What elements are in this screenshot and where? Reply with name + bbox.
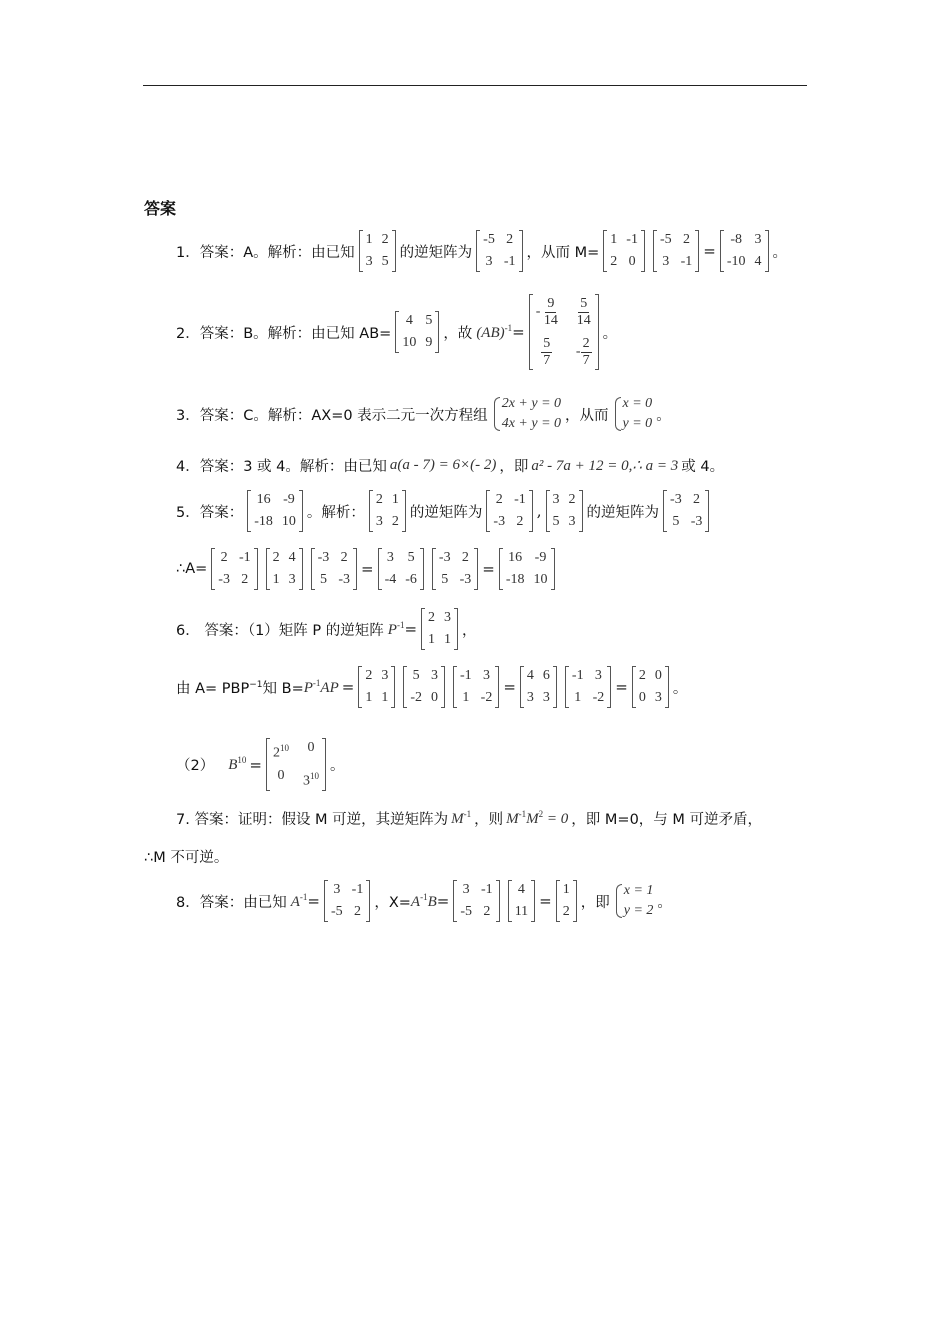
matrix-cell: -9 [283, 492, 295, 507]
matrix-cell: 3 [430, 668, 438, 683]
matrix [663, 490, 709, 532]
header-rule [143, 85, 807, 86]
matrix-cell: 5 [412, 668, 420, 683]
matrix-cell: -1 [481, 882, 493, 897]
matrix-cell: 3 [662, 254, 670, 269]
matrix-cell: 1 [444, 632, 452, 647]
matrix-cell: 1 [365, 690, 373, 705]
matrix [358, 666, 395, 708]
matrix-cell: -3 [690, 514, 703, 529]
matrix-cell: -18 [505, 572, 525, 587]
matrix-cell: -1 [503, 254, 516, 269]
matrix [266, 548, 303, 590]
matrix-cell: -6 [405, 572, 417, 587]
matrix-cell: -9 [534, 550, 547, 565]
matrix-cell: 2 [220, 550, 228, 565]
matrix-cell: 3 [288, 572, 296, 587]
matrix [565, 666, 611, 708]
matrix [453, 666, 499, 708]
matrix-cell: 16 [508, 550, 523, 565]
matrix-cell: 2 [381, 232, 389, 247]
matrix-cell: 2 [516, 514, 524, 529]
matrix-cell: -8 [730, 232, 743, 247]
matrix-cell: 2 [693, 492, 701, 507]
matrix-cell: 2 [353, 904, 361, 919]
matrix [546, 490, 583, 532]
matrix [476, 230, 522, 272]
matrix-cell: 3 [386, 550, 394, 565]
matrix-cell: -5 [659, 232, 672, 247]
matrix-cell: 2 [241, 572, 249, 587]
matrix-cell: 1 [562, 882, 570, 897]
matrix-cell: 5 [381, 254, 389, 269]
matrix-cell: 2 [562, 904, 570, 919]
matrix-cell: 5 [407, 550, 415, 565]
matrix [556, 880, 577, 922]
matrix [653, 230, 699, 272]
matrix-cell: 2 [483, 904, 491, 919]
matrix-cell: 3 [365, 254, 373, 269]
matrix-cell: 1 [391, 492, 399, 507]
matrix-cell: -3 [338, 572, 350, 587]
matrix-cell: -5 [330, 904, 343, 919]
answer-5-calc: ∴A= 2 -1 -3 2 2 4 1 3 -3 2 5 -3 = 3 5 -4 -6 -3 2 5 -3 = 16 -9 -18 10 [176, 548, 559, 590]
matrix-cell: 3 [485, 254, 493, 269]
equation-system: x = 1 y = 2 [614, 883, 654, 919]
matrix-cell: -2 [592, 690, 605, 705]
matrix [369, 490, 406, 532]
matrix-cell: -1 [459, 668, 472, 683]
matrix [247, 490, 303, 532]
matrix-cell: 16 [256, 492, 271, 507]
matrix [211, 548, 257, 590]
matrix [720, 230, 769, 272]
matrix-cell: 10 [402, 335, 417, 350]
matrix [603, 230, 645, 272]
matrix [324, 880, 370, 922]
matrix-cell: 3 [375, 514, 383, 529]
matrix-cell: 0 [430, 690, 438, 705]
matrix-cell: 2 [506, 232, 514, 247]
matrix-cell: 0 [628, 254, 636, 269]
matrix-cell: -3 [317, 550, 330, 565]
answer-7-conclusion: ∴M 不可逆。 [144, 850, 229, 866]
page-heading: 答案 [144, 199, 177, 218]
matrix-cell: 1 [381, 690, 389, 705]
matrix [499, 548, 555, 590]
matrix-cell: -4 [384, 572, 397, 587]
matrix [359, 230, 396, 272]
matrix-cell: 1 [272, 572, 280, 587]
matrix [432, 548, 478, 590]
matrix [311, 548, 357, 590]
matrix-cell: 1 [574, 690, 582, 705]
matrix-cell: 3 [482, 668, 490, 683]
matrix-cell: 2 [391, 514, 399, 529]
matrix-cell: -1 [626, 232, 638, 247]
matrix-cell: 4 [405, 313, 413, 328]
matrix-cell: 1 [462, 690, 470, 705]
matrix-cell: -5 [483, 232, 495, 247]
matrix-cell: 2 [682, 232, 690, 247]
matrix-cell: 3 [552, 492, 560, 507]
answer-8: 8．答案：由已知 $A^{-1}$ = 3 -1 -5 2 ，X= $A^{-1}B$ = 3 -1 -5 2 4 11 = 1 2 ，即 x = 1 y = 2 。 [176, 880, 672, 922]
matrix-cell: 9 [425, 335, 433, 350]
matrix-cell: -10 [726, 254, 746, 269]
matrix-cell: -1 [680, 254, 693, 269]
matrix-cell: 2 [461, 550, 469, 565]
answer-6-part2: （2） $B^{10}$ = $2^{10}$ 0 0 $3^{10}$ 。 [176, 738, 344, 791]
matrix-cell: 3 [542, 690, 550, 705]
matrix-cell: 2 [610, 254, 618, 269]
matrix-cell: 1 [365, 232, 373, 247]
matrix [520, 666, 557, 708]
matrix-cell: -3 [459, 572, 472, 587]
matrix [403, 666, 445, 708]
answer-4: 4．答案：3 或 4。解析：由已知 a(a - 7) = 6×(- 2) ，即 a² - 7a + 12 = 0,∴ a = 3 或 4。 [176, 457, 725, 475]
matrix-cell: 11 [514, 904, 529, 919]
answer-6-calc: 由 $A= PBP^{-1}$ 知 B= $P^{-1}AP$ = 2 3 1 1 5 3 -2 0 -1 3 1 -2 = 4 6 3 3 -1 3 1 -2 = 2 0 0 3 。 [176, 666, 687, 708]
matrix-cell: -3 [493, 514, 506, 529]
matrix-cell: 0 [638, 690, 646, 705]
matrix-cell: 10 [533, 572, 548, 587]
matrix-cell: 3 [444, 610, 452, 625]
matrix-cell: -2 [410, 690, 422, 705]
answer-6: 6． 答案：（1）矩阵 P 的逆矩阵 $P^{-1}$ = 2 3 1 1 ， [176, 608, 477, 650]
matrix-cell: 1 [428, 632, 436, 647]
matrix [453, 880, 499, 922]
matrix-cell: -1 [351, 882, 364, 897]
matrix-cell: 5 [319, 572, 327, 587]
matrix-cell: 4 [754, 254, 762, 269]
matrix-cell: 3 [754, 232, 762, 247]
matrix-cell: 4 [288, 550, 296, 565]
matrix-cell: 3 [654, 690, 662, 705]
matrix-cell: -3 [670, 492, 682, 507]
answer-2: 2．答案：B。解析：由已知 AB= 4 5 10 9 ，故 (AB)$^{-1}$ = - $\frac{9}{14}$ $\frac{5}{14}$ $\frac{5}{7}$ - $\frac{2}{7}$ 。 [176, 295, 618, 368]
equation-system: 2x + y = 0 4x + y = 0 [492, 396, 561, 432]
matrix-cell: 2 [272, 550, 280, 565]
answer-7: 7. 答案：证明：假设 M 可逆，其逆矩阵为 $M^{-1}$ ，则 $M^{-1}M^2 = 0$ ，即 M=0，与 M 可逆矛盾， [176, 809, 763, 828]
matrix [421, 608, 458, 650]
matrix-cell: 3 [594, 668, 602, 683]
matrix-cell: 5 [552, 514, 560, 529]
matrix-cell: 2 [568, 492, 576, 507]
matrix-cell: 3 [333, 882, 341, 897]
matrix-cell: 3 [462, 882, 470, 897]
matrix-cell: 2 [495, 492, 503, 507]
matrix-cell: 2 [375, 492, 383, 507]
matrix-cell: -3 [438, 550, 451, 565]
matrix-cell: 6 [542, 668, 550, 683]
fraction-matrix: - $\frac{9}{14}$ $\frac{5}{14}$ $\frac{5}{7}$ - $\frac{2}{7}$ [529, 294, 599, 370]
matrix-cell: 2 [365, 668, 373, 683]
matrix-cell: -1 [571, 668, 584, 683]
matrix-cell: -18 [254, 514, 273, 529]
matrix-cell: -3 [218, 572, 230, 587]
answer-5: 5．答案： 16 -9 -18 10 。解析： 2 1 3 2 的逆矩阵为 2 -1 -3 2 , 3 2 5 3 的逆矩阵为 -3 2 5 -3 [176, 490, 713, 532]
matrix-cell: 2 [638, 668, 646, 683]
matrix-cell: 3 [381, 668, 389, 683]
matrix [632, 666, 669, 708]
matrix-cell: 3 [568, 514, 576, 529]
matrix [508, 880, 535, 922]
matrix-cell: 10 [281, 514, 296, 529]
matrix-cell: 2 [340, 550, 348, 565]
matrix-cell: -2 [480, 690, 493, 705]
matrix-cell: -5 [460, 904, 473, 919]
matrix-cell: 5 [441, 572, 449, 587]
answer-1: 1．答案：A。解析：由已知 1 2 3 5 的逆矩阵为 -5 2 3 -1 ，从而 M= 1 -1 2 0 -5 2 3 -1 = -8 3 -10 4 。 [176, 230, 787, 272]
matrix-cell: -1 [514, 492, 526, 507]
matrix: $2^{10}$ 0 0 $3^{10}$ [266, 738, 326, 791]
matrix [486, 490, 532, 532]
matrix-cell: 4 [526, 668, 534, 683]
matrix-cell: 4 [517, 882, 525, 897]
matrix-cell: 0 [654, 668, 662, 683]
answer-3: 3．答案：C。解析：AX=0 表示二元一次方程组 2x + y = 0 4x + y = 0 ，从而 x = 0 y = 0 。 [176, 396, 671, 431]
matrix-cell: 3 [526, 690, 534, 705]
equation-system: x = 0 y = 0 [613, 396, 653, 432]
matrix-cell: 2 [428, 610, 436, 625]
matrix-cell: 5 [425, 313, 433, 328]
matrix-cell: 5 [672, 514, 680, 529]
matrix-cell: 1 [610, 232, 618, 247]
matrix [395, 311, 439, 353]
matrix-cell: -1 [238, 550, 251, 565]
matrix [378, 548, 424, 590]
